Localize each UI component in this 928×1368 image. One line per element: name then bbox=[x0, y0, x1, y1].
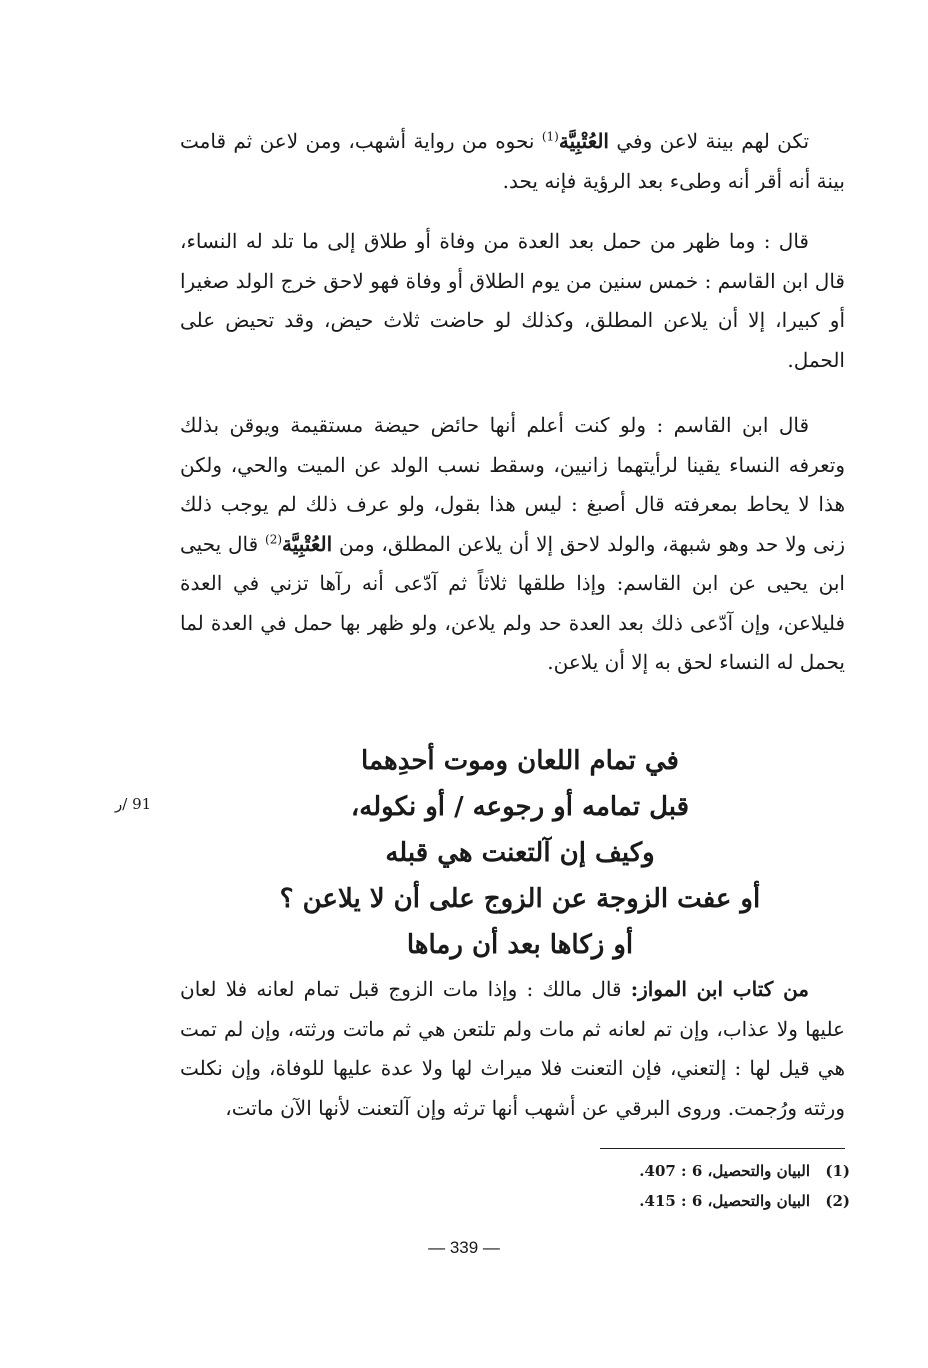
paragraph-3-text-b: قال يحيى ابن يحيى عن ابن القاسم: وإذا طلقها ثلاثاً ثم آدّعى أنه رآها تزني في العدة فليلاعن، وإن آدّعى ذلك بعد العدة حد ولم يلاعن، ولو ظهر بها حمل في العدة لما يحمل له النساء لحق به إلا أن يلاعن. bbox=[180, 531, 845, 674]
heading-line-1: في تمام اللعان وموت أحدِهما bbox=[361, 746, 679, 776]
paragraph-2 bbox=[180, 222, 845, 380]
heading-line-2: قبل تمامه أو رجوعه / أو نكوله، bbox=[350, 792, 690, 822]
heading-line-3: وكيف إن آلتعنت هي قبله bbox=[385, 838, 655, 868]
section-heading bbox=[260, 738, 780, 968]
heading-line-5: أو زكاها بعد أن رماها bbox=[406, 930, 634, 960]
footnote-divider bbox=[600, 1148, 845, 1149]
footnote-ref-2[interactable]: (2) bbox=[265, 531, 283, 546]
footnote-text: البيان والتحصيل، 6 : 415. bbox=[639, 1192, 810, 1210]
footnote-item bbox=[560, 1156, 850, 1186]
paragraph-3 bbox=[180, 406, 845, 683]
paragraph-2-text: قال : وما ظهر من حمل بعد العدة من وفاة أو طلاق إلى ما تلد له النساء، قال ابن القاسم : خمس سنين من يوم الطلاق أو وفاة فهو لاحق خرج الولد صغيرا أو كبيرا، إلا أن يلاعن المطلق، وكذلك لو حاضت ثلاث حيض، وقد تحيض على الحمل. bbox=[180, 229, 845, 372]
heading-line-4: أو عفت الزوجة عن الزوج على أن لا يلاعن ؟ bbox=[279, 884, 761, 914]
footnote-item bbox=[560, 1186, 850, 1216]
source-title-utbiyya: العُتْبِيَّة bbox=[282, 531, 333, 556]
paragraph-1-text-a: تكن لهم بينة لاعن وفي bbox=[609, 129, 810, 153]
paragraph-3-text-a: قال ابن القاسم : ولو كنت أعلم أنها حائض حيضة مستقيمة ويوقن بذلك وتعرفه النساء يقينا لرأيتهما زانيين، وسقط نسب الولد عن الميت والحي، ولكن هذا لا يحاط بمعرفته قال أصبغ : ليس هذا بقول، ولو عرف ذلك لم يوجب ذلك زنى ولا حد وهو شبهة، والولد لاحق إلا أن يلاعن المطلق، ومن bbox=[180, 413, 845, 556]
footnote-number: (2) bbox=[825, 1192, 850, 1210]
footnote-number: (1) bbox=[825, 1162, 850, 1180]
paragraph-4-text: قال مالك : وإذا مات الزوج قبل تمام لعانه فلا لعان عليها ولا عذاب، وإن تم لعانه ثم مات ولم تلتعن هي ثم ماتت ورثته، وإن لم تمت هي قيل لها : إلتعني، فإن التعنت فلا ميراث لها ولا عدة عليها للوفاة، وإن نكلت ورثته ورُجمت. وروى البرقي عن أشهب أنها ترثه وإن آلتعنت لأنها الآن ماتت، bbox=[180, 977, 845, 1120]
paragraph-4 bbox=[180, 970, 845, 1128]
margin-folio-note: 91 /ر bbox=[115, 795, 152, 813]
paragraph-1 bbox=[180, 122, 845, 201]
paragraph-4-lead: من كتاب ابن المواز: bbox=[630, 977, 810, 1001]
footnote-ref-1[interactable]: (1) bbox=[541, 129, 559, 144]
footnote-text: البيان والتحصيل، 6 : 407. bbox=[639, 1162, 810, 1180]
paragraph-1-text-b: نحوه من رواية أشهب، ومن لاعن ثم قامت بينة أنه أقر أنه وطىء بعد الرؤية فإنه يحد. bbox=[180, 129, 845, 193]
page-number: — 339 — bbox=[428, 1238, 500, 1257]
footnotes bbox=[560, 1156, 850, 1216]
source-title-utbiyya: العُتْبِيَّة bbox=[558, 129, 609, 153]
